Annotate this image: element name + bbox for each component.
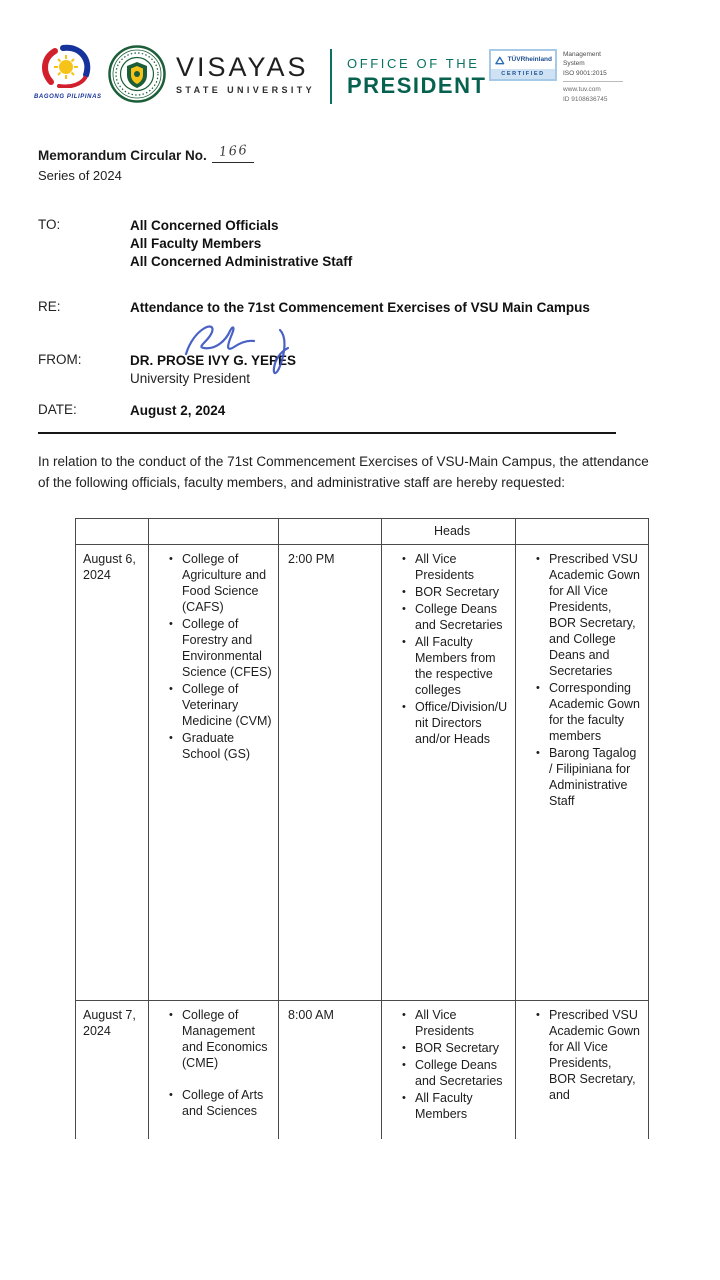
bullet-text: College of Arts and Sciences [182, 1088, 264, 1118]
bullet-text: All Vice Presidents [415, 1008, 475, 1038]
bullet-text: College Deans and Secretaries [415, 1058, 503, 1088]
vsu-seal-icon [108, 45, 166, 103]
tuv-info-divider [563, 81, 623, 82]
re-label: RE: [38, 299, 61, 314]
bullet-icon: • [169, 1089, 173, 1101]
bullet-icon: • [402, 1092, 406, 1104]
bullet-icon: • [169, 618, 173, 630]
bullet-icon: • [402, 1009, 406, 1021]
bullet-item [402, 551, 509, 583]
office-title [347, 56, 486, 99]
bullet-text: Prescribed VSU Academic Gown for All Vice Presidents, BOR Secretary, and [549, 1008, 641, 1102]
from-row [38, 352, 296, 388]
cell-partial-heads: Heads [382, 519, 516, 545]
university-wordmark [176, 54, 315, 95]
cell-empty [279, 519, 382, 545]
bullet-text: Barong Tagalog / Filipiniana for Administrative Staff [549, 746, 637, 808]
vsu-seal [108, 45, 166, 108]
cell-attendees [382, 545, 516, 1001]
to-row [38, 217, 352, 271]
university-subtitle: STATE UNIVERSITY [176, 85, 316, 95]
cell-empty [76, 519, 149, 545]
cell-attire [516, 545, 649, 1001]
bullet-item [402, 699, 509, 747]
to-value [130, 217, 352, 271]
tuv-cert-id: ID 9108636745 [563, 95, 608, 103]
memo-number-line [38, 142, 254, 163]
date-value: August 2, 2024 [130, 403, 226, 418]
bullet-text: Corresponding Academic Gown for the faculty members [549, 681, 641, 743]
table-row-august-7 [76, 1001, 649, 1140]
bullet-item [169, 1087, 272, 1119]
cell-colleges [149, 545, 279, 1001]
cell-time: 2:00 PM [279, 545, 382, 1001]
bullet-icon: • [402, 636, 406, 648]
office-title-line1: OFFICE OF THE [347, 56, 480, 71]
cell-time: 8:00 AM [279, 1001, 382, 1140]
cell-attendees [382, 1001, 516, 1140]
bullet-item [536, 745, 642, 809]
intro-paragraph: In relation to the conduct of the 71st Commencement Exercises of VSU-Main Campus, the attendance of the following officials, faculty members, and administrative staff are hereby requested: [38, 454, 649, 490]
bullet-text: College of Forestry and Environmental Science (CFES) [182, 617, 272, 679]
cell-date: August 6, 2024 [76, 545, 149, 1001]
bullet-text: All Faculty Members [415, 1091, 473, 1121]
horizontal-rule [38, 432, 616, 434]
bullet-item [402, 601, 509, 633]
bullet-text: Prescribed VSU Academic Gown for All Vice Presidents, BOR Secretary, and College Deans and Secretaries [549, 552, 641, 678]
re-row [38, 299, 590, 317]
bullet-item [402, 1090, 509, 1122]
bullet-text: All Faculty Members from the respective colleges [415, 635, 496, 697]
bullet-text: All Vice Presidents [415, 552, 475, 582]
cell-empty [149, 519, 279, 545]
to-line: All Concerned Officials [130, 218, 279, 233]
header-divider [330, 49, 332, 104]
bullet-text: College Deans and Secretaries [415, 602, 503, 632]
memo-number-handwritten: 166 [218, 142, 249, 161]
bullet-text: College of Agriculture and Food Science (CAFS) [182, 552, 267, 614]
bullet-item [402, 1057, 509, 1089]
bullet-text: BOR Secretary [415, 1041, 500, 1055]
bullet-icon: • [169, 683, 173, 695]
memo-series-line: Series of 2024 [38, 168, 122, 183]
bullet-text: Graduate School (GS) [182, 731, 251, 761]
table-row-partial [76, 519, 649, 545]
bullet-item [402, 634, 509, 698]
cell-colleges [149, 1001, 279, 1140]
bullet-icon: • [402, 1042, 406, 1054]
bullet-item [536, 680, 642, 744]
bullet-item [536, 551, 642, 679]
bullet-icon: • [402, 553, 406, 565]
bullet-item [402, 1040, 509, 1056]
cell-empty [516, 519, 649, 545]
bullet-text: College of Management and Economics (CME) [182, 1008, 268, 1070]
bullet-text: College of Veterinary Medicine (CVM) [182, 682, 272, 728]
from-title: University President [130, 371, 251, 386]
tuv-certification-badge [489, 49, 557, 81]
bullet-item [169, 681, 272, 729]
office-title-line2: PRESIDENT [347, 73, 487, 98]
university-name: VISAYAS [176, 52, 309, 82]
bullet-icon: • [536, 1009, 540, 1021]
bullet-item [402, 584, 509, 600]
bullet-text: Office/Division/Unit Directors and/or Heads [415, 700, 508, 746]
bagong-pilipinas-label: BAGONG PILIPINAS [34, 94, 102, 100]
table-row-august-6 [76, 545, 649, 1001]
tuv-brand-label: TÜVRheinland [507, 56, 552, 64]
tuv-system-line: Management [563, 51, 601, 58]
bullet-item [536, 1007, 642, 1103]
bullet-icon: • [402, 1059, 406, 1071]
to-line: All Concerned Administrative Staff [130, 254, 353, 269]
bullet-icon: • [402, 586, 406, 598]
bullet-item [169, 730, 272, 762]
bagong-pilipinas-icon [39, 44, 95, 88]
from-name: DR. PROSE IVY G. YEPES [130, 353, 297, 368]
to-label: TO: [38, 217, 61, 232]
tuv-system-line: ISO 9001:2015 [563, 69, 607, 77]
to-line: All Faculty Members [130, 236, 262, 251]
bullet-icon: • [169, 1009, 173, 1021]
bullet-icon: • [402, 603, 406, 615]
bullet-icon: • [169, 553, 173, 565]
bullet-item [169, 1007, 272, 1071]
bullet-text: BOR Secretary [415, 585, 500, 599]
bullet-icon: • [536, 747, 540, 759]
tuv-info-text [563, 49, 641, 104]
from-value [130, 352, 296, 388]
bullet-icon: • [536, 553, 540, 565]
bullet-item [169, 551, 272, 615]
bullet-item [402, 1007, 509, 1039]
re-value: Attendance to the 71st Commencement Exercises of VSU Main Campus [130, 300, 590, 315]
bagong-pilipinas-logo [34, 44, 100, 100]
tuv-certification [489, 49, 641, 104]
bullet-icon: • [169, 732, 173, 744]
bullet-icon: • [402, 701, 406, 713]
date-label: DATE: [38, 402, 77, 417]
date-row [38, 402, 225, 420]
memo-number-label: Memorandum Circular No. [38, 148, 207, 163]
bullet-item [169, 616, 272, 680]
tuv-website: www.tuv.com [563, 86, 601, 94]
cell-date: August 7, 2024 [76, 1001, 149, 1140]
tuv-triangle-icon [495, 54, 505, 67]
memo-number-slot [212, 142, 254, 163]
schedule-table [75, 518, 649, 1139]
tuv-system-line: System [563, 60, 585, 68]
cell-attire [516, 1001, 649, 1140]
tuv-certified-label: CERTIFIED [491, 69, 555, 79]
bullet-icon: • [536, 682, 540, 694]
from-label: FROM: [38, 352, 82, 367]
